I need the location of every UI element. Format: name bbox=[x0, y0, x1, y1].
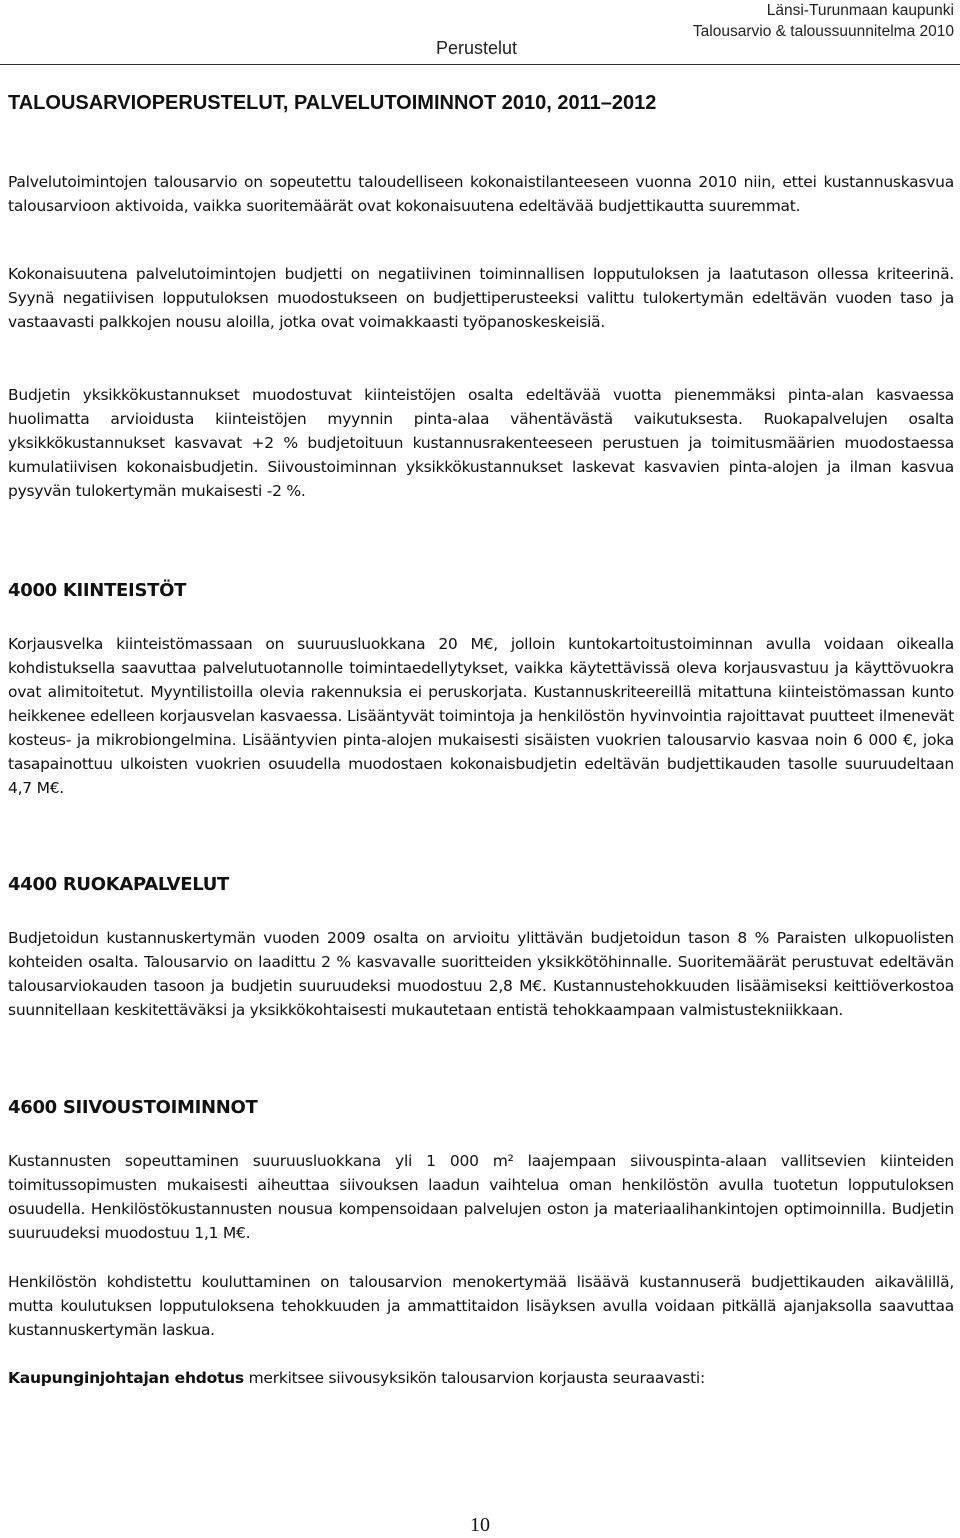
section-4600-paragraph-3 bbox=[8, 1366, 954, 1390]
intro-paragraph-3: Budjetin yksikkökustannukset muodostuvat kiinteistöjen osalta edeltävää vuotta pienemmäksi pinta-alan kasvaessa huolimatta arvioidusta kiinteistöjen myynnin pinta-alaa vähentävästä vaikutuksesta. Ruokapalvelujen osalta yksikkökustannukset kasvavat +2 % budjetoituun kustannusrakenteeseen perustuen ja toimitusmäärien muodostaessa kumulatiivisen kokonaisbudjetin. Siivoustoiminnan yksikkökustannukset laskevat kasvavien pinta-alojen ja ilman kasvua pysyvän tulokertymän mukaisesti -2 %. bbox=[8, 386, 954, 500]
section-4600-paragraph-2: Henkilöstön kohdistettu kouluttaminen on talousarvion menokertymää lisäävä kustannuserä budjettikauden aikavälillä, mutta koulutuksen lopputuloksena tehokkuuden ja ammattitaidon lisäyksen avulla voidaan pitkällä ajanjaksolla saavuttaa kustannuskertymän laskua. bbox=[8, 1273, 954, 1339]
page-title: TALOUSARVIOPERUSTELUT, PALVELUTOIMINNOT 2010, 2011–2012 bbox=[8, 92, 657, 114]
intro-paragraph-2: Kokonaisuutena palvelutoimintojen budjetti on negatiivinen toiminnallisen lopputuloksen ja laatutason ollessa kriteerinä. Syynä negatiivisen lopputuloksen muodostukseen on budjettiperusteeksi valittu tulokertymän edeltävän vuoden taso ja vastaavasti palkkojen nousu aloilla, jotka ovat voimakkaasti työpanoskeskeisiä. bbox=[8, 265, 954, 331]
intro-paragraph-1: Palvelutoimintojen talousarvio on sopeutettu taloudelliseen kokonaistilanteeseen vuonna 2010 niin, ettei kustannuskasvua talousarvioon aktivoida, vaikka suoritemäärät ovat kokonaisuutena edeltävää budjettikautta suuremmat. bbox=[8, 173, 954, 215]
header-organization: Länsi-Turunmaan kaupunki bbox=[766, 2, 954, 19]
section-4600-paragraph-1: Kustannusten sopeuttaminen suuruusluokkana yli 1 000 m² laajempaan siivouspinta-alaan vallitsevien kiinteiden toimitussopimusten mukaisesti aiheuttaa siivouksen laadun vaihtelua oman henkilöstön avulla tuotetun lopputuloksen osuudella. Henkilöstökustannusten nousua kompensoidaan palvelujen oston ja materiaalihankintojen optimoinnilla. Budjetin suuruudeksi muodostuu 1,1 M€. bbox=[8, 1152, 954, 1242]
section-heading-4600: 4600 SIIVOUSTOIMINNOT bbox=[8, 1097, 258, 1118]
header-document-title: Talousarvio & taloussuunnitelma 2010 bbox=[692, 23, 954, 40]
section-heading-4400: 4400 RUOKAPALVELUT bbox=[8, 874, 230, 895]
header-divider bbox=[0, 64, 960, 65]
section-4000-paragraph: Korjausvelka kiinteistömassaan on suuruusluokkana 20 M€, jolloin kuntokartoitustoiminnan avulla voidaan oikealla kohdistuksella saavuttaa palvelutuotannolle toimintaedellytykset, vaikka käytettävissä oleva korjausvastuu ja käyttövuokra ovat alimitoitetut. Myyntilistoilla olevia rakennuksia ei peruskorjata. Kustannuskriteereillä mitattuna kiinteistömassan kunto heikkenee edelleen korjausvelan kasvaessa. Lisääntyvät toimintoja ja henkilöstön hyvinvointia rajoittavat puutteet ilmenevät kosteus- ja mikrobiongelmina. Lisääntyvien pinta-alojen mukaisesti sisäisten vuokrien talousarvio kasvaa noin 6 000 €, joka tasapainottuu ulkoisten vuokrien osuudella muodostaen kokonaisbudjetin edeltävän budjettikauden tasolle suuruudeltaan 4,7 M€. bbox=[8, 635, 954, 797]
header-document-info bbox=[693, 0, 954, 42]
proposal-label: Kaupunginjohtajan ehdotus bbox=[8, 1369, 244, 1387]
page-number: 10 bbox=[470, 1514, 490, 1536]
proposal-text: merkitsee siivousyksikön talousarvion korjausta seuraavasti: bbox=[243, 1369, 705, 1387]
section-heading-4000: 4000 KIINTEISTÖT bbox=[8, 580, 187, 601]
header-section-label: Perustelut bbox=[436, 38, 518, 58]
section-4400-paragraph: Budjetoidun kustannuskertymän vuoden 2009 osalta on arvioitu ylittävän budjetoidun tason 8 % Paraisten ulkopuolisten kohteiden osalta. Talousarvio on laadittu 2 % kasvavalle suoritteiden yksikkötöhinnalle. Suoritemäärät perustuvat edeltävän talousarviokauden tasoon ja budjetin suuruudeksi muodostuu 2,8 M€. Kustannustehokkuuden lisäämiseksi keittiöverkostoa suunnitellaan keskitettäväksi ja yksikkökohtaisesti mukautetaan entistä tehokkaampaan valmistustekniikkaan. bbox=[8, 929, 954, 1019]
